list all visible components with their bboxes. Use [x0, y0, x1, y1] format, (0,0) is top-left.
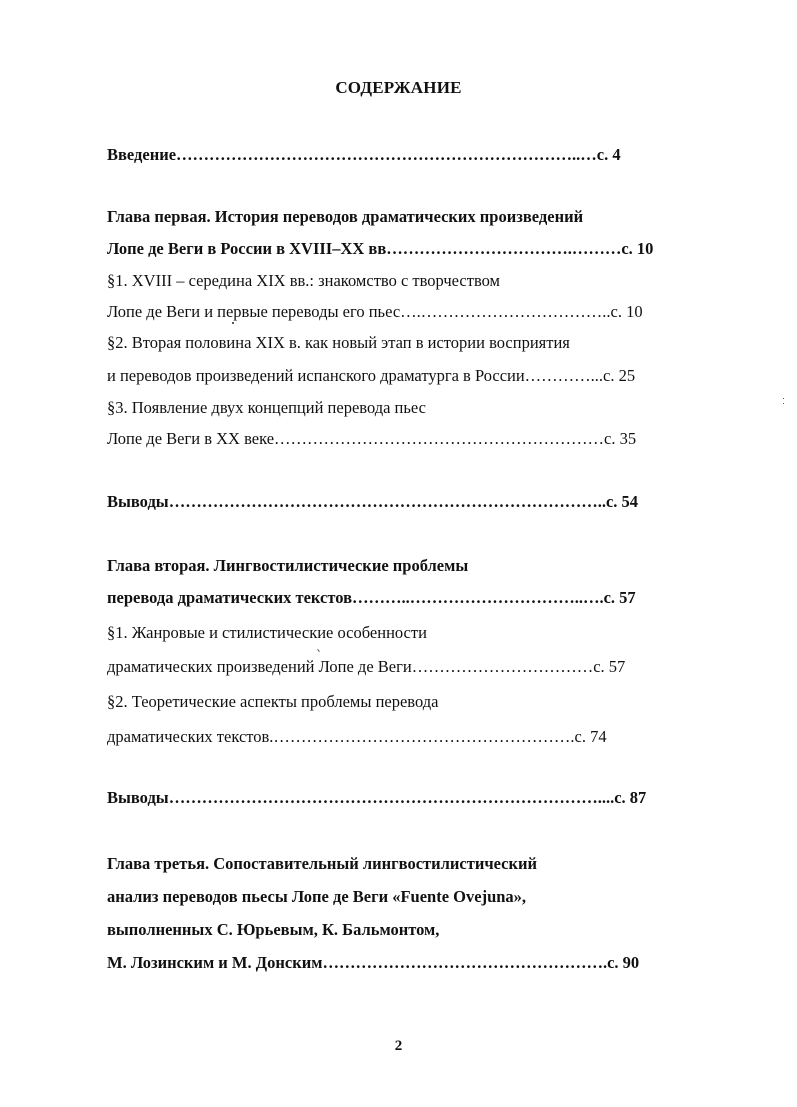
toc-chapter-3-heading-cont-3: М. Лозинским и М. Донским…………………………………………….с. 90: [107, 953, 640, 972]
toc-entry-introduction: Введение………………………………………………………………..…с. 4: [107, 145, 621, 164]
toc-chapter-1-heading: Глава первая. История переводов драматических произведений: [107, 207, 584, 226]
page-title: СОДЕРЖАНИЕ: [335, 78, 462, 97]
scan-speck: [783, 398, 784, 399]
scan-speck: [317, 649, 320, 652]
toc-section-2-1-cont: драматических произведений Лопе де Веги……………………………с. 57: [107, 657, 626, 676]
toc-section-1-1-cont: Лопе де Веги и первые переводы его пьес….……………………………..с. 10: [107, 302, 643, 321]
toc-section-1-1: §1. XVIII – середина XIX вв.: знакомство с творчеством: [107, 271, 501, 290]
toc-chapter-2-heading: Глава вторая. Лингвостилистические проблемы: [107, 556, 469, 575]
page-number: 2: [394, 1038, 403, 1054]
toc-conclusions-2: Выводы……………………………………………………………………....с. 87: [107, 788, 647, 807]
scan-speck: [232, 322, 234, 324]
toc-section-2-1: §1. Жанровые и стилистические особенности: [107, 623, 427, 642]
toc-section-2-2-cont: драматических текстов.……………………………………………….с. 74: [107, 727, 607, 746]
toc-chapter-1-heading-cont: Лопе де Веги в России в XVIII–XX вв…………………………….………с. 10: [107, 239, 654, 258]
toc-chapter-2-heading-cont: перевода драматических текстов………..…………………………..….с. 57: [107, 588, 636, 607]
toc-chapter-3-heading-cont: анализ переводов пьесы Лопе де Веги «Fuente Ovejuna»,: [107, 887, 527, 906]
toc-chapter-3-heading: Глава третья. Сопоставительный лингвостилистический: [107, 854, 538, 873]
toc-conclusions-1: Выводы……………………………………………………………………..с. 54: [107, 492, 639, 511]
toc-section-1-2-cont: и переводов произведений испанского драматурга в России…………...с. 25: [107, 366, 636, 385]
toc-section-2-2: §2. Теоретические аспекты проблемы перевода: [107, 692, 439, 711]
toc-chapter-3-heading-cont-2: выполненных С. Юрьевым, К. Бальмонтом,: [107, 920, 440, 939]
toc-section-1-3: §3. Появление двух концепций перевода пьес: [107, 398, 426, 417]
toc-section-1-3-cont: Лопе де Веги в XX веке……………………………………………………с. 35: [107, 429, 637, 448]
toc-section-1-2: §2. Вторая половина XIX в. как новый этап в истории восприятия: [107, 333, 570, 352]
scan-speck: [783, 403, 784, 404]
